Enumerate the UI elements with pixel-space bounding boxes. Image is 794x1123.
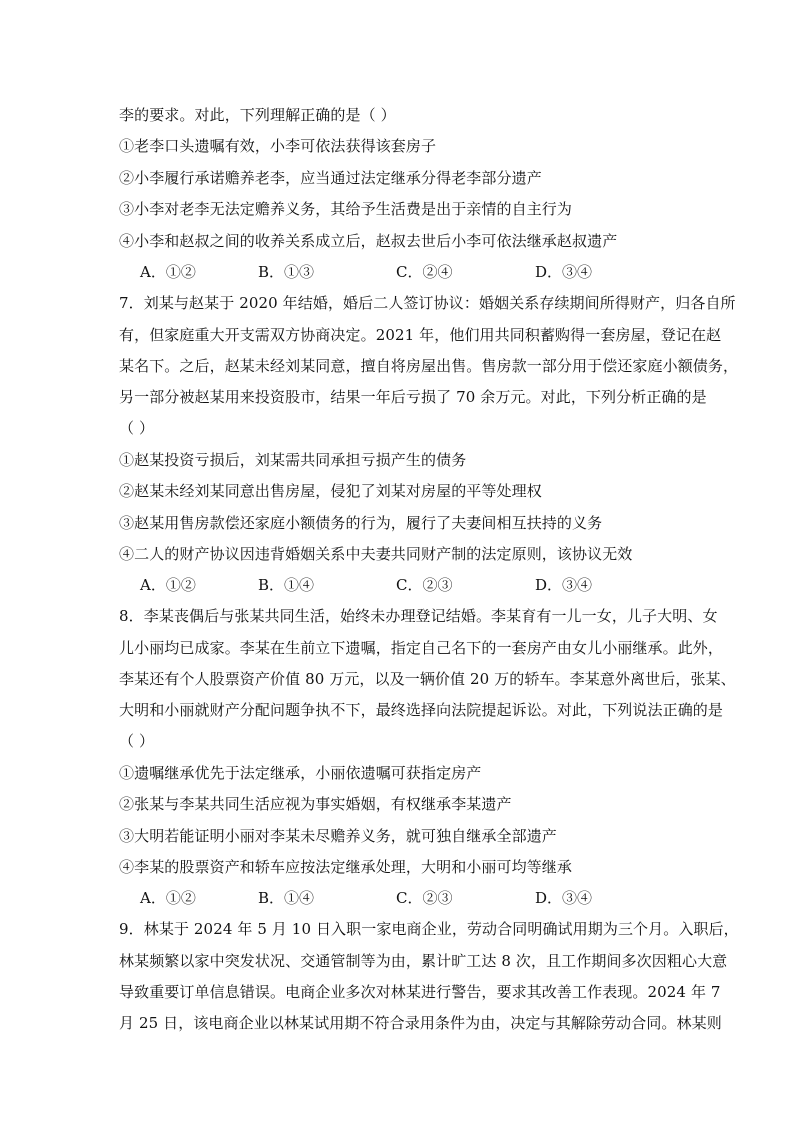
q8-option-d: D．③④ bbox=[535, 889, 593, 907]
q6-statement-4: ④小李和赵叔之间的收养关系成立后，赵叔去世后小李可依法继承赵叔遗产 bbox=[119, 232, 618, 250]
q7-statement-3: ③赵某用售房款偿还家庭小额债务的行为，履行了夫妻间相互扶持的义务 bbox=[119, 514, 603, 532]
q6-statement-1: ①老李口头遗嘱有效，小李可依法获得该套房子 bbox=[119, 137, 437, 155]
q8-statement-4: ④李某的股票资产和轿车应按法定继承处理，大明和小丽可均等继承 bbox=[119, 858, 573, 876]
q9-stem-line-4: 月 25 日，该电商企业以林某试用期不符合录用条件为由，决定与其解除劳动合同。林某则 bbox=[119, 1014, 722, 1032]
q9-stem-line-2: 林某频繁以家中突发状况、交通管制等为由，累计旷工达 8 次，且工作期间多次因粗心大意 bbox=[119, 952, 728, 970]
q8-options bbox=[140, 888, 660, 908]
q8-stem-line-1: 8．李某丧偶后与张某共同生活，始终未办理登记结婚。李某育有一儿一女，儿子大明、女 bbox=[119, 607, 718, 625]
q6-option-a: A．①② bbox=[140, 263, 196, 281]
q8-stem-line-4: 大明和小丽就财产分配问题争执不下，最终选择向法院提起诉讼。对此，下列说法正确的是 bbox=[119, 701, 724, 719]
q7-option-c: C．②③ bbox=[396, 576, 453, 594]
q9-stem-line-1: 9．林某于 2024 年 5 月 10 日入职一家电商企业，劳动合同明确试用期为三个月。入职后， bbox=[119, 920, 739, 938]
q8-option-b: B．①④ bbox=[258, 889, 315, 907]
q8-stem-line-2: 儿小丽均已成家。李某在生前立下遗嘱，指定自己名下的一套房产由女儿小丽继承。此外， bbox=[119, 639, 724, 657]
q8-statement-1: ①遗嘱继承优先于法定继承，小丽依遗嘱可获指定房产 bbox=[119, 764, 482, 782]
q7-option-a: A．①② bbox=[140, 576, 196, 594]
q8-option-c: C．②③ bbox=[396, 889, 453, 907]
q8-statement-2: ②张某与李某共同生活应视为事实婚姻，有权继承李某遗产 bbox=[119, 795, 512, 813]
q6-stem-tail: 李的要求。对此，下列理解正确的是（ ） bbox=[119, 106, 396, 124]
q7-option-d: D．③④ bbox=[535, 576, 593, 594]
q8-answer-bracket: （ ） bbox=[119, 732, 155, 750]
q6-statement-3: ③小李对老李无法定赡养义务，其给予生活费是出于亲情的自主行为 bbox=[119, 200, 573, 218]
q6-option-c: C．②④ bbox=[396, 263, 453, 281]
q7-statement-2: ②赵某未经刘某同意出售房屋，侵犯了刘某对房屋的平等处理权 bbox=[119, 482, 542, 500]
q6-option-b: B．①③ bbox=[258, 263, 315, 281]
q6-options bbox=[140, 262, 660, 282]
q7-stem-line-1: 7．刘某与赵某于 2020 年结婚，婚后二人签订协议：婚姻关系存续期间所得财产，归各自所 bbox=[119, 294, 736, 312]
q7-stem-line-2: 有，但家庭重大开支需双方协商决定。2021 年，他们用共同积蓄购得一套房屋，登记在赵 bbox=[119, 326, 722, 344]
q7-stem-line-4: 另一部分被赵某用来投资股市，结果一年后亏损了 70 余万元。对此，下列分析正确的是 bbox=[119, 388, 707, 406]
q7-answer-bracket: （ ） bbox=[119, 419, 155, 437]
q7-options bbox=[140, 575, 660, 595]
q7-stem-line-3: 某名下。之后，赵某未经刘某同意，擅自将房屋出售。售房款一部分用于偿还家庭小额债务， bbox=[119, 357, 739, 375]
q8-stem-line-3: 李某还有个人股票资产价值 80 万元，以及一辆价值 20 万的轿车。李某意外离世后，张某、 bbox=[119, 670, 736, 688]
q6-statement-2: ②小李履行承诺赡养老李，应当通过法定继承分得老李部分遗产 bbox=[119, 169, 542, 187]
q6-option-d: D．③④ bbox=[535, 263, 593, 281]
q8-statement-3: ③大明若能证明小丽对李某未尽赡养义务，就可独自继承全部遗产 bbox=[119, 827, 557, 845]
q7-statement-1: ①赵某投资亏损后，刘某需共同承担亏损产生的债务 bbox=[119, 451, 467, 469]
q7-statement-4: ④二人的财产协议因违背婚姻关系中夫妻共同财产制的法定原则，该协议无效 bbox=[119, 545, 633, 563]
q7-option-b: B．①④ bbox=[258, 576, 315, 594]
q9-stem-line-3: 导致重要订单信息错误。电商企业多次对林某进行警告，要求其改善工作表现。2024 年 7 bbox=[119, 983, 721, 1001]
q8-option-a: A．①② bbox=[140, 889, 196, 907]
